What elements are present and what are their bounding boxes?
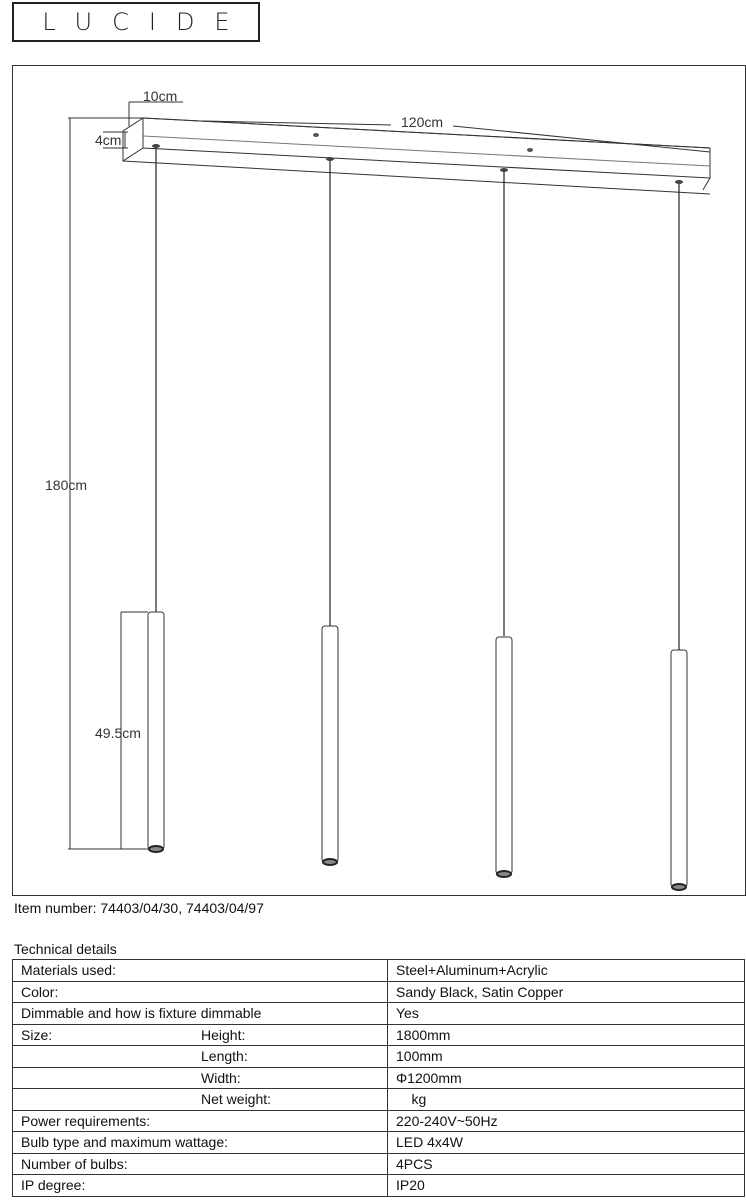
technical-drawing xyxy=(12,65,746,896)
pendant-1 xyxy=(148,612,164,849)
spec-row xyxy=(13,1153,745,1175)
depth-label: 10cm xyxy=(143,88,178,104)
spec-label: Number of bulbs: xyxy=(21,1155,128,1172)
spec-sublabel: Net weight: xyxy=(201,1091,272,1107)
spec-value: 100mm xyxy=(388,1046,745,1068)
spec-value: Steel+Aluminum+Acrylic xyxy=(388,960,745,982)
spec-label-cell xyxy=(13,1132,388,1154)
spec-value: Sandy Black, Satin Copper xyxy=(388,981,745,1003)
spec-row xyxy=(13,1110,745,1132)
spec-value: 1800mm xyxy=(388,1024,745,1046)
spec-label-cell xyxy=(13,1046,388,1068)
canopy-height-label: 4cm xyxy=(95,132,122,148)
item-number: Item number: 74403/04/30, 74403/04/97 xyxy=(14,900,264,916)
spec-label-cell xyxy=(13,960,388,982)
spec-label-cell xyxy=(13,1153,388,1175)
spec-label: Color: xyxy=(21,983,59,1000)
spec-label: Power requirements: xyxy=(21,1112,151,1129)
spec-value: Φ1200mm xyxy=(388,1067,745,1089)
spec-label: Bulb type and maximum wattage: xyxy=(21,1134,228,1151)
logo-text: LUCIDE xyxy=(42,8,250,36)
pendant-length-label: 49.5cm xyxy=(95,725,141,741)
pendant-4 xyxy=(671,650,687,887)
pendant-3 xyxy=(496,637,512,874)
spec-value: 4PCS xyxy=(388,1153,745,1175)
spec-label-cell xyxy=(13,1067,388,1089)
spec-sublabel: Height: xyxy=(201,1026,246,1043)
spec-row xyxy=(13,1175,745,1197)
spec-row xyxy=(13,960,745,982)
spec-row xyxy=(13,1067,745,1089)
length-label: 120cm xyxy=(401,114,444,130)
spec-sublabel: Width: xyxy=(201,1069,241,1086)
spec-label: Dimmable and how is fixture dimmable xyxy=(21,1005,262,1022)
canopy-end xyxy=(123,118,143,161)
spec-row xyxy=(13,1132,745,1154)
lucide-logo xyxy=(12,2,260,42)
pendant-2 xyxy=(322,626,338,862)
spec-label-cell xyxy=(13,1089,388,1111)
spec-sublabel: Length: xyxy=(201,1048,248,1064)
spec-row xyxy=(13,981,745,1003)
spec-value: 220-240V~50Hz xyxy=(388,1110,745,1132)
mount-hole xyxy=(527,148,533,152)
spec-label: Materials used: xyxy=(21,962,116,979)
spec-table xyxy=(12,959,745,1197)
spec-label: IP degree: xyxy=(21,1177,86,1194)
spec-value: kg xyxy=(388,1089,745,1111)
spec-label-cell xyxy=(13,1110,388,1132)
spec-row xyxy=(13,1024,745,1046)
spec-value: Yes xyxy=(388,1003,745,1025)
spec-label-cell xyxy=(13,1003,388,1025)
spec-label: Size: xyxy=(21,1026,53,1043)
mount-hole xyxy=(313,133,319,137)
spec-row xyxy=(13,1046,745,1068)
technical-details-title: Technical details xyxy=(14,941,117,957)
spec-label-cell xyxy=(13,1175,388,1197)
total-height-label: 180cm xyxy=(45,477,88,493)
spec-value: IP20 xyxy=(388,1175,745,1197)
spec-row xyxy=(13,1089,745,1111)
spec-value: LED 4x4W xyxy=(388,1132,745,1154)
spec-row xyxy=(13,1003,745,1025)
spec-label-cell xyxy=(13,981,388,1003)
drawing-svg xyxy=(13,66,746,897)
spec-label-cell xyxy=(13,1024,388,1046)
